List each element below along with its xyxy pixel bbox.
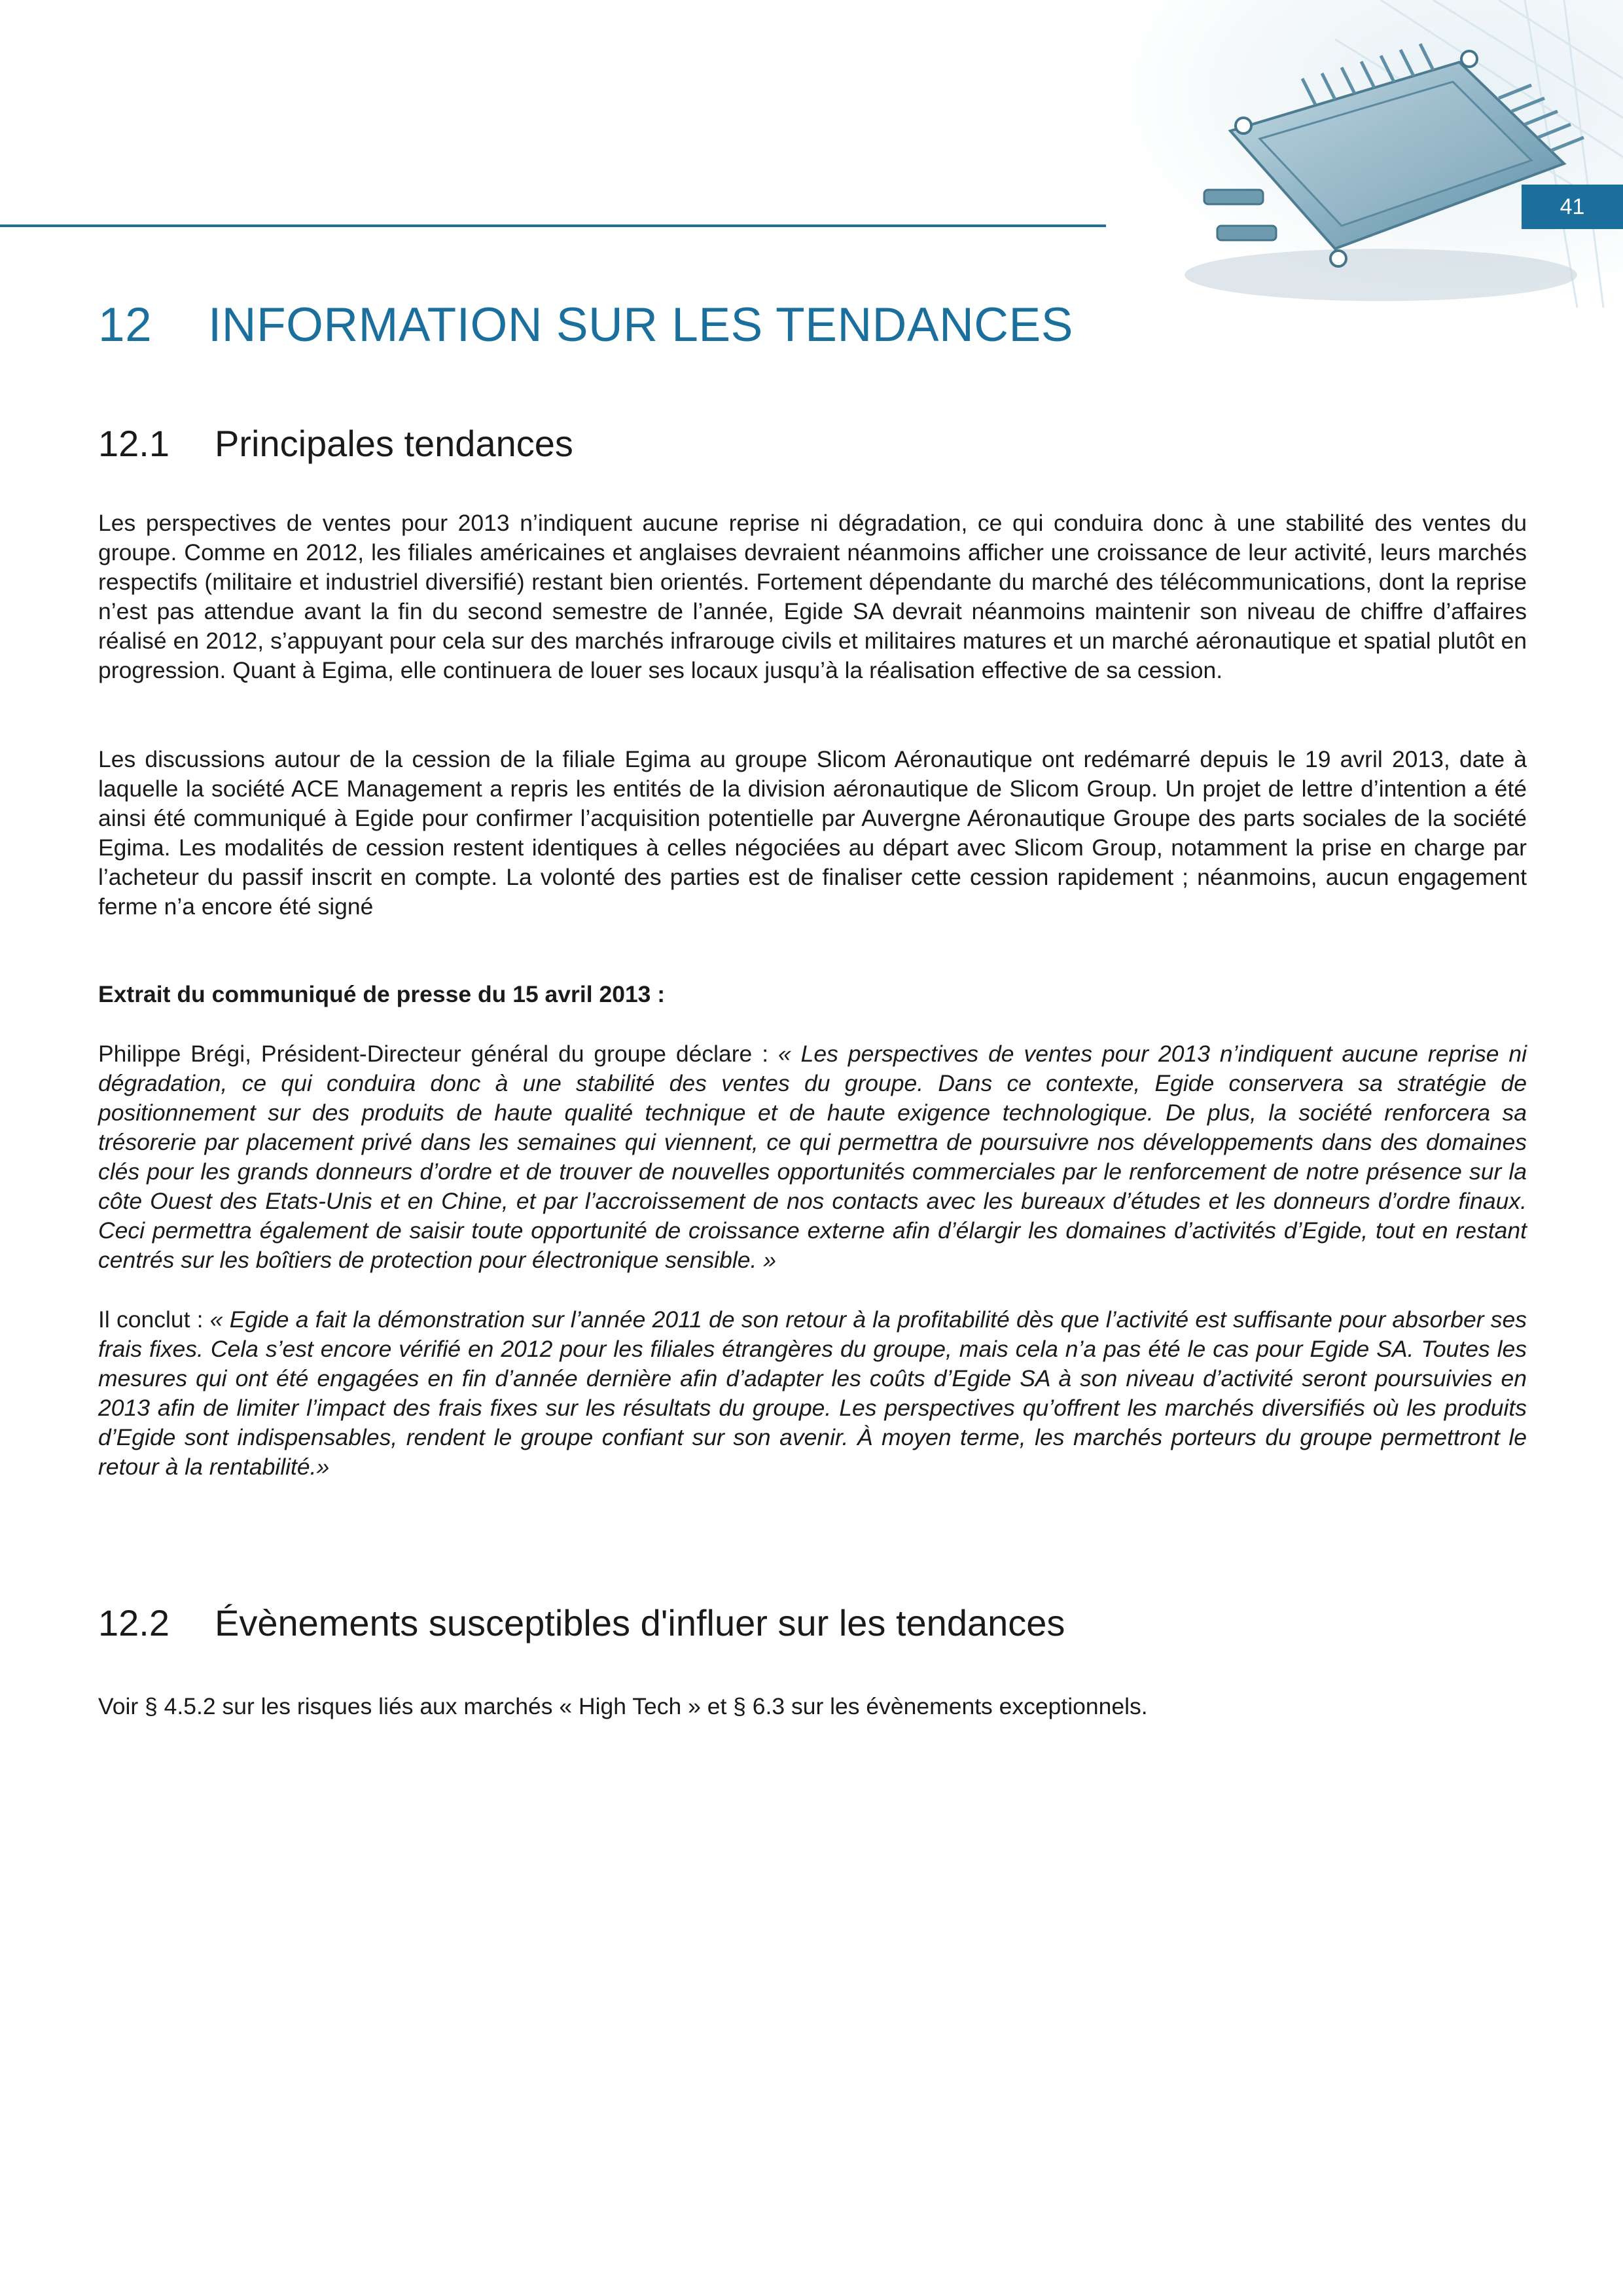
- page-number-badge: 41: [1522, 185, 1623, 229]
- electronic-package-image: [1106, 0, 1623, 308]
- conclusion-quote: « Egide a fait la démonstration sur l’année 2011 de son retour à la profitabilité dès que l’activité est suffisante pour absorber ses frais fixes. Cela s’est encore vérifié en 2012 pour les filiales étrangères du groupe, mais cela n’a pas été le cas pour Egide SA. Toutes les mesures qui ont été engagées en fin d’année dernière afin d’adapter les coûts d’Egide SA à son niveau d’activité seront poursuivies en 2013 afin de limiter l’impact des frais fixes sur les résultats du groupe. Les perspectives qu’offrent les marchés diversifiés où les produits d’Egide sont indispensables, rendent le groupe confiant sur son avenir. À moyen terme, les marchés porteurs du groupe permettront le retour à la rentabilité.»: [98, 1306, 1527, 1480]
- extract-heading: Extrait du communiqué de presse du 15 avril 2013 :: [98, 981, 666, 1007]
- section-number: 12.2: [98, 1602, 169, 1643]
- section-heading-12-2: [98, 1602, 1065, 1644]
- section-number: 12.1: [98, 423, 169, 464]
- section-heading-12-1: [98, 422, 573, 465]
- declaration-intro: Philippe Brégi, Président-Directeur général du groupe déclare :: [98, 1041, 779, 1067]
- paragraph-declaration: [98, 1039, 1527, 1275]
- chapter-title: [98, 298, 1073, 352]
- paragraph-cession: Les discussions autour de la cession de la filiale Egima au groupe Slicom Aéronautique ont redémarré depuis le 19 avril 2013, date à laquelle la société ACE Management a repris les entités de la division aéronautique de Slicom Group. Un projet de lettre d’intention a été ainsi été communiqué à Egide pour confirmer l’acquisition potentielle par Auvergne Aéronautique Groupe des parts sociales de la société Egima. Les modalités de cession restent identiques à celles négociées au départ avec Slicom Group, notamment la prise en charge par l’acheteur du passif inscrit en compte. La volonté des parties est de finaliser cette cession rapidement ; néanmoins, aucun engagement ferme n’a encore été signé: [98, 746, 1527, 920]
- declaration-quote: « Les perspectives de ventes pour 2013 n’indiquent aucune reprise ni dégradation, ce qui conduira donc à une stabilité des ventes du groupe. Dans ce contexte, Egide conservera sa stratégie de positionnement sur des produits de haute qualité technique et de haute exigence technologique. De plus, la société renforcera sa trésorerie par placement privé dans les semaines qui viennent, ce qui permettra de poursuivre nos développements dans des domaines clés pour les grands donneurs d’ordre et de trouver de nouvelles opportunités commerciales par le renforcement de notre présence sur la côte Ouest des Etats-Unis et en Chine, et par l’accroissement de nos contacts avec les bureaux d’études et les donneurs d’ordre finaux. Ceci permettra également de saisir toute opportunité de croissance externe afin d’élargir les domaines d’activités d’Egide, tout en restant centrés sur les boîtiers de protection pour électronique sensible. »: [98, 1041, 1527, 1273]
- paragraph-perspectives: Les perspectives de ventes pour 2013 n’indiquent aucune reprise ni dégradation, ce qui conduira donc à une stabilité des ventes du groupe. Comme en 2012, les filiales américaines et anglaises devraient néanmoins afficher une croissance de leur activité, leurs marchés respectifs (militaire et industriel diversifié) restant bien orientés. Fortement dépendante du marché des télécommunications, dont la reprise n’est pas attendue avant la fin du second semestre de l’année, Egide SA devrait néanmoins maintenir son niveau de chiffre d’affaires réalisé en 2012, s’appuyant pour cela sur des marchés infrarouge civils et militaires matures et un marché aéronautique et spatial plutôt en progression. Quant à Egima, elle continuera de louer ses locaux jusqu’à la réalisation effective de sa cession.: [98, 510, 1527, 683]
- paragraph-see-also: Voir § 4.5.2 sur les risques liés aux marchés « High Tech » et § 6.3 sur les évènements exceptionnels.: [98, 1693, 1148, 1719]
- chapter-title-text: INFORMATION SUR LES TENDANCES: [208, 298, 1073, 351]
- paragraph-conclusion: [98, 1305, 1527, 1482]
- conclusion-intro: Il conclut :: [98, 1306, 210, 1333]
- section-title: Évènements susceptibles d'influer sur les tendances: [215, 1602, 1065, 1643]
- chapter-number: 12: [98, 298, 152, 351]
- section-title: Principales tendances: [215, 423, 573, 464]
- header-rule: [0, 224, 1113, 227]
